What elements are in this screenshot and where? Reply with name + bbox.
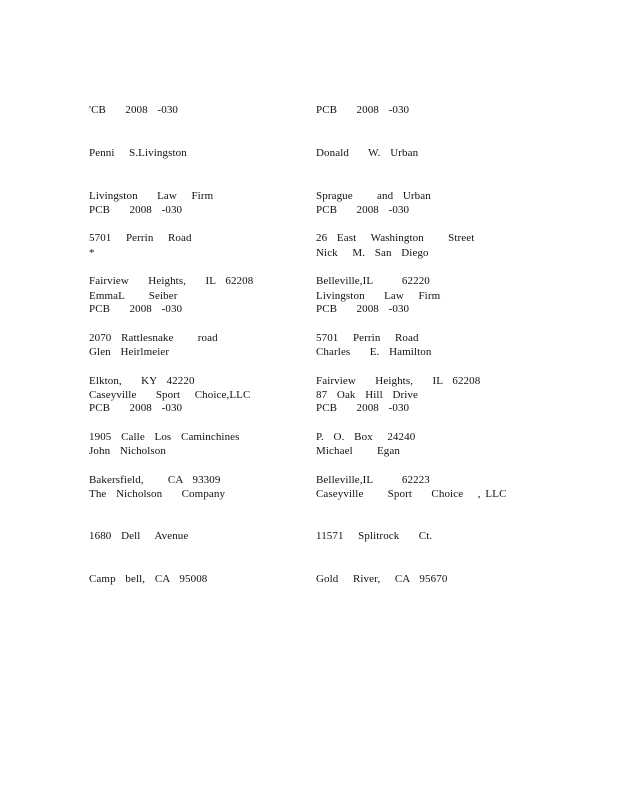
- label-organization: Livingston Law Firm: [316, 289, 441, 302]
- label-case-number: PCB 2008 -030: [316, 204, 410, 217]
- label-po-box: P. O. Box 24240: [316, 431, 416, 444]
- label-recipient-name: Penni S.Livingston: [89, 147, 187, 159]
- label-case-number: PCB 2008 -030: [89, 204, 183, 217]
- label-organization: Sprague and Urban: [316, 189, 431, 202]
- label-street-address: 11571 Splitrock Ct.: [316, 530, 433, 543]
- label-organization: Livingston Law Firm: [89, 189, 214, 202]
- mailing-label: [89, 373, 304, 614]
- label-case-number: PCB 2008 -030: [316, 104, 410, 117]
- label-case-number: PCB 2008 -030: [89, 402, 183, 415]
- label-recipient-name: Nick M. San Diego: [316, 247, 429, 259]
- label-case-number: 'CB 2008 -030: [89, 104, 179, 117]
- label-street-address: 1680 Dell Avenue: [89, 530, 189, 543]
- label-city-state-zip: Elkton, KY 42220: [89, 374, 195, 387]
- label-street-address: 2070 Rattlesnake road: [89, 332, 218, 345]
- label-city-state-zip: Belleville,IL 62220: [316, 274, 430, 287]
- label-city-state-zip: Bakersfield, CA 93309: [89, 473, 221, 486]
- label-organization: The Nicholson Company: [89, 487, 226, 500]
- label-city-state-zip: Fairview Heights, IL 62208: [89, 274, 254, 287]
- label-recipient-name: Michael Egan: [316, 445, 400, 457]
- label-street-address: 1905 Calle Los Caminchines: [89, 431, 240, 444]
- label-recipient-name: Donald W. Urban: [316, 147, 419, 159]
- label-organization: Caseyville Sport Choice,LLC: [89, 388, 251, 401]
- label-case-number: PCB 2008 -030: [316, 402, 410, 415]
- label-city-state-zip: Gold River, CA 95670: [316, 572, 448, 585]
- mailing-label: [316, 373, 531, 614]
- label-recipient-name: Glen Heirlmeier: [89, 346, 170, 358]
- label-case-number: PCB 2008 -030: [316, 303, 410, 316]
- label-city-state-zip: Camp bell, CA 95008: [89, 572, 208, 585]
- label-street-address: 87 Oak Hill Drive: [316, 388, 418, 401]
- label-case-number: PCB 2008 -030: [89, 303, 183, 316]
- label-organization: Caseyville Sport Choice , LLC: [316, 487, 507, 500]
- label-city-state-zip: Belleville,IL 62223: [316, 473, 430, 486]
- label-city-state-zip: Fairview Heights, IL 62208: [316, 374, 481, 387]
- label-street-address: 5701 Perrin Road: [316, 332, 419, 345]
- label-street-address: 5701 Perrin Road: [89, 232, 192, 245]
- label-recipient-name: John Nicholson: [89, 445, 166, 457]
- label-recipient-name: Charles E. Hamilton: [316, 346, 432, 358]
- label-street-address: 26 East Washington Street: [316, 232, 475, 245]
- label-recipient-name: EmmaL Seiber: [89, 289, 178, 302]
- label-marker: *: [89, 247, 95, 259]
